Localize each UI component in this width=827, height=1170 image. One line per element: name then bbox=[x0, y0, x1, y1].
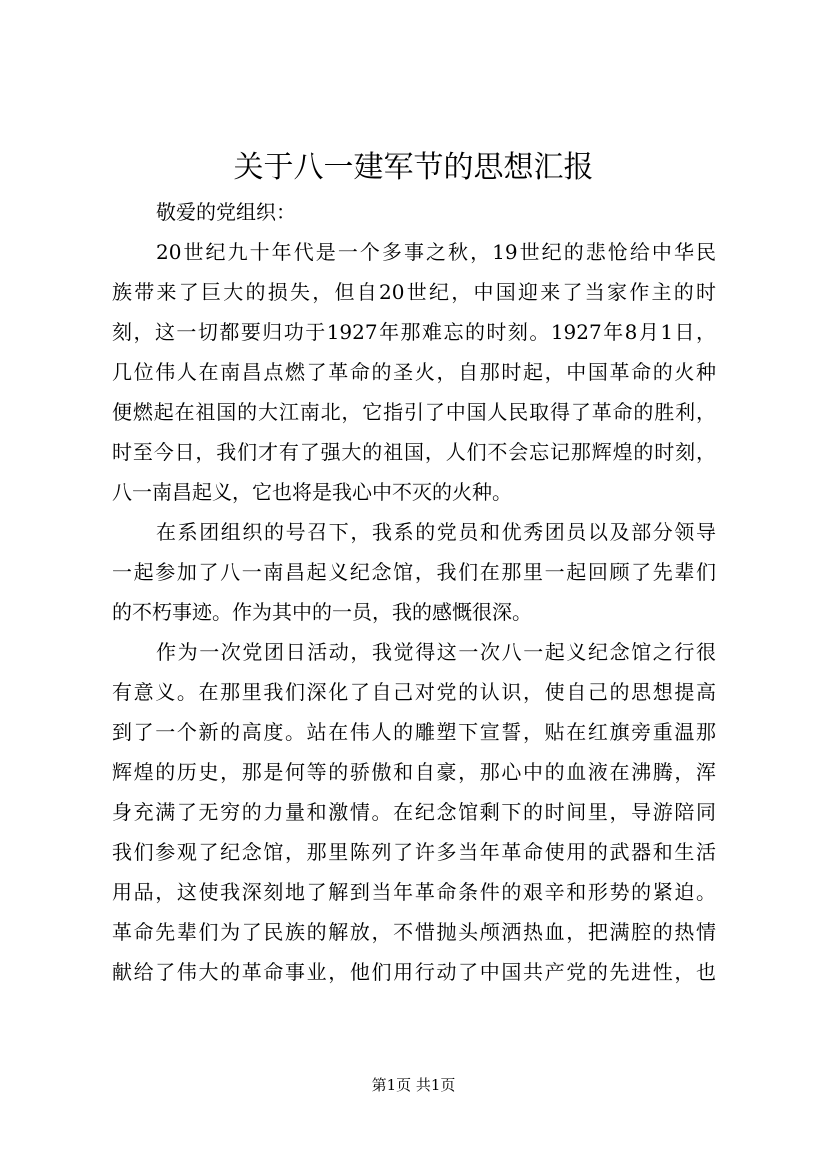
body-line: 一起参加了八一南昌起义纪念馆，我们在那里一起回顾了先辈们 bbox=[112, 560, 716, 584]
body-line: 用品，这使我深刻地了解到当年革命条件的艰辛和形势的紧迫。 bbox=[112, 880, 716, 904]
body-line: 革命先辈们为了民族的解放，不惜抛头颅洒热血，把满腔的热情 bbox=[112, 920, 716, 944]
body-line: 有意义。在那里我们深化了自己对党的认识，使自己的思想提高 bbox=[112, 680, 716, 704]
body-line: 的不朽事迹。作为其中的一员，我的感慨很深。 bbox=[112, 600, 532, 624]
document-body bbox=[112, 192, 716, 992]
body-line: 在系团组织的号召下，我系的党员和优秀团员以及部分领导 bbox=[156, 520, 716, 544]
body-line: 身充满了无穷的力量和激情。在纪念馆剩下的时间里，导游陪同 bbox=[112, 800, 716, 824]
body-line: 20世纪九十年代是一个多事之秋，19世纪的悲怆给中华民 bbox=[156, 240, 716, 264]
body-line: 我们参观了纪念馆，那里陈列了许多当年革命使用的武器和生活 bbox=[112, 840, 716, 864]
page-number-footer: 第1页 共1页 bbox=[371, 1076, 456, 1094]
body-line: 时至今日，我们才有了强大的祖国，人们不会忘记那辉煌的时刻， bbox=[112, 440, 716, 464]
body-line: 作为一次党团日活动，我觉得这一次八一起义纪念馆之行很 bbox=[156, 640, 716, 664]
document-title: 关于八一建军节的思想汇报 bbox=[233, 150, 594, 185]
body-line: 刻，这一切都要归功于1927年那难忘的时刻。1927年8月1日， bbox=[112, 320, 716, 344]
salutation: 敬爱的党组织： bbox=[156, 200, 296, 224]
body-line: 献给了伟大的革命事业，他们用行动了中国共产党的先进性，也 bbox=[112, 960, 716, 984]
body-line: 族带来了巨大的损失，但自20世纪，中国迎来了当家作主的时 bbox=[112, 280, 716, 304]
body-line: 辉煌的历史，那是何等的骄傲和自豪，那心中的血液在沸腾，浑 bbox=[112, 760, 716, 784]
body-line: 几位伟人在南昌点燃了革命的圣火，自那时起，中国革命的火种 bbox=[112, 360, 716, 384]
body-line: 便燃起在祖国的大江南北，它指引了中国人民取得了革命的胜利， bbox=[112, 400, 716, 424]
body-line: 八一南昌起义，它也将是我心中不灭的火种。 bbox=[112, 480, 512, 504]
body-line: 到了一个新的高度。站在伟人的雕塑下宣誓，贴在红旗旁重温那 bbox=[112, 720, 716, 744]
